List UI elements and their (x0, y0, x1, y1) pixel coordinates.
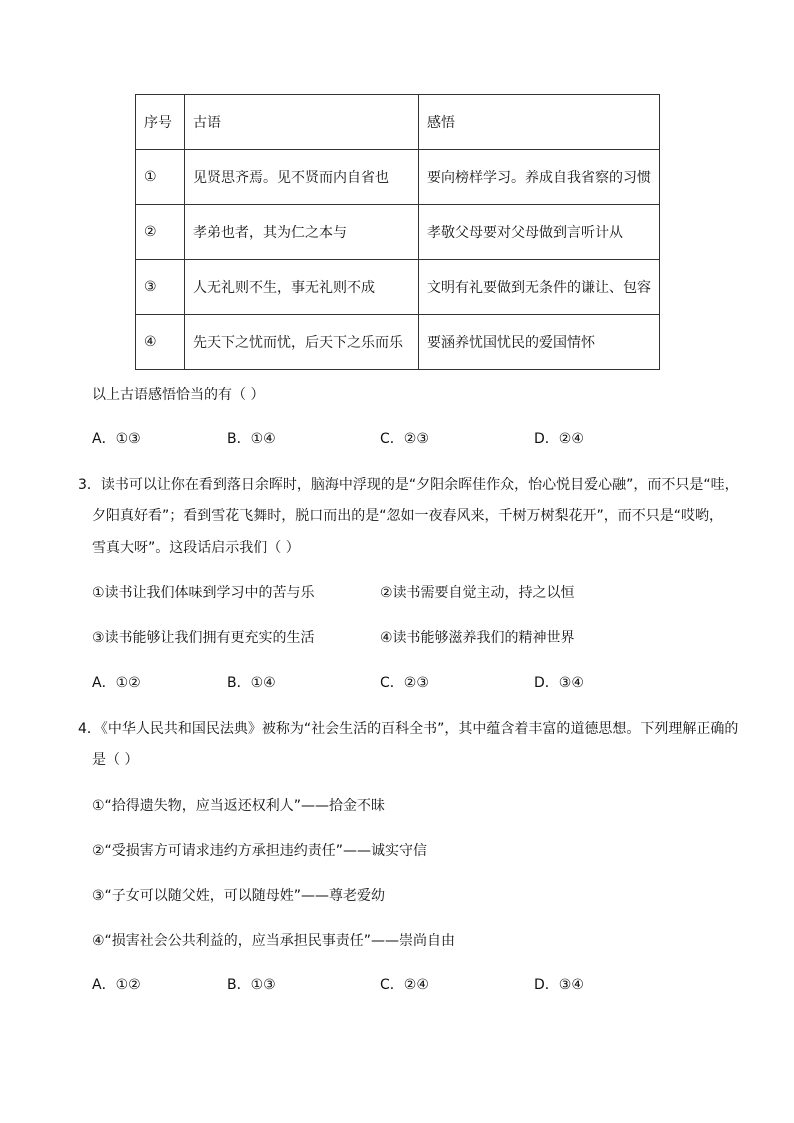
table-cell: 孝弟也者，其为仁之本与 (185, 205, 419, 260)
table-cell: 要涵养忧国忧民的爱国情怀 (419, 315, 660, 370)
option-c: C．②③ (380, 431, 429, 447)
q4-statement: ③“子女可以随父姓，可以随母姓”——尊老爱幼 (92, 888, 386, 904)
q3-statement-row (92, 582, 692, 604)
q4-statement: ①“拾得遗失物，应当返还权利人”——拾金不昧 (92, 798, 386, 814)
q2-options (92, 428, 672, 450)
table-cell: ② (136, 205, 185, 260)
option-b: B．①③ (227, 977, 276, 993)
option-a: A．①③ (92, 431, 141, 447)
table-cell: 孝敬父母要对父母做到言听计从 (419, 205, 660, 260)
q3-options (92, 672, 672, 694)
table-row (136, 315, 660, 370)
statement: ④读书能够滋养我们的精神世界 (380, 630, 575, 646)
statement: ③读书能够让我们拥有更充实的生活 (92, 630, 315, 646)
option-d: D．③④ (534, 977, 584, 993)
table-cell: 先天下之忧而忧，后天下之乐而乐 (185, 315, 419, 370)
option-b: B．①④ (227, 675, 276, 691)
q4-options (92, 974, 672, 996)
option-d: D．③④ (534, 675, 584, 691)
option-a: A．①② (92, 977, 141, 993)
q4-stem-line-2: 是（ ） (92, 752, 139, 768)
q2-prompt: 以上古语感悟恰当的有（ ） (92, 387, 265, 403)
header-cell-quote: 古语 (185, 95, 419, 150)
table-row (136, 150, 660, 205)
q4-statement: ②“受损害方可请求违约方承担违约责任”——诚实守信 (92, 843, 428, 859)
option-b: B．①④ (227, 431, 276, 447)
q3-stem-line-3: 雪真大呀”。这段话启示我们（ ） (92, 540, 300, 556)
table-cell: ③ (136, 260, 185, 315)
header-cell-index: 序号 (136, 95, 185, 150)
option-a: A．①② (92, 675, 141, 691)
table-cell: ④ (136, 315, 185, 370)
statement: ②读书需要自觉主动，持之以恒 (380, 585, 575, 601)
table-cell: 人无礼则不生，事无礼则不成 (185, 260, 419, 315)
table-header-row (136, 95, 660, 150)
q4-statement: ④“损害社会公共利益的，应当承担民事责任”——崇尚自由 (92, 933, 456, 949)
option-c: C．②④ (380, 977, 429, 993)
header-cell-insight: 感悟 (419, 95, 660, 150)
statement: ①读书让我们体味到学习中的苦与乐 (92, 585, 315, 601)
table-cell: 见贤思齐焉。见不贤而内自省也 (185, 150, 419, 205)
table-cell: ① (136, 150, 185, 205)
table-row (136, 260, 660, 315)
q3-statement-row (92, 627, 692, 649)
table-row (136, 205, 660, 260)
quote-table (135, 94, 660, 370)
q3-stem-line-1: 3．读书可以让你在看到落日余晖时，脑海中浮现的是“夕阳余晖佳作众，怡心悦目爱心融”，而不只是“哇， (78, 477, 739, 493)
table-cell: 文明有礼要做到无条件的谦让、包容 (419, 260, 660, 315)
option-c: C．②③ (380, 675, 429, 691)
q4-stem-line-1: 4．《中华人民共和国民法典》被称为“社会生活的百科全书”，其中蕴含着丰富的道德思想。下列理解正确的 (78, 721, 739, 737)
option-d: D．②④ (534, 431, 584, 447)
table-cell: 要向榜样学习。养成自我省察的习惯 (419, 150, 660, 205)
q3-stem-line-2: 夕阳真好看”；看到雪花飞舞时，脱口而出的是“忽如一夜春风来，千树万树梨花开”，而不只是“哎哟， (92, 508, 724, 524)
